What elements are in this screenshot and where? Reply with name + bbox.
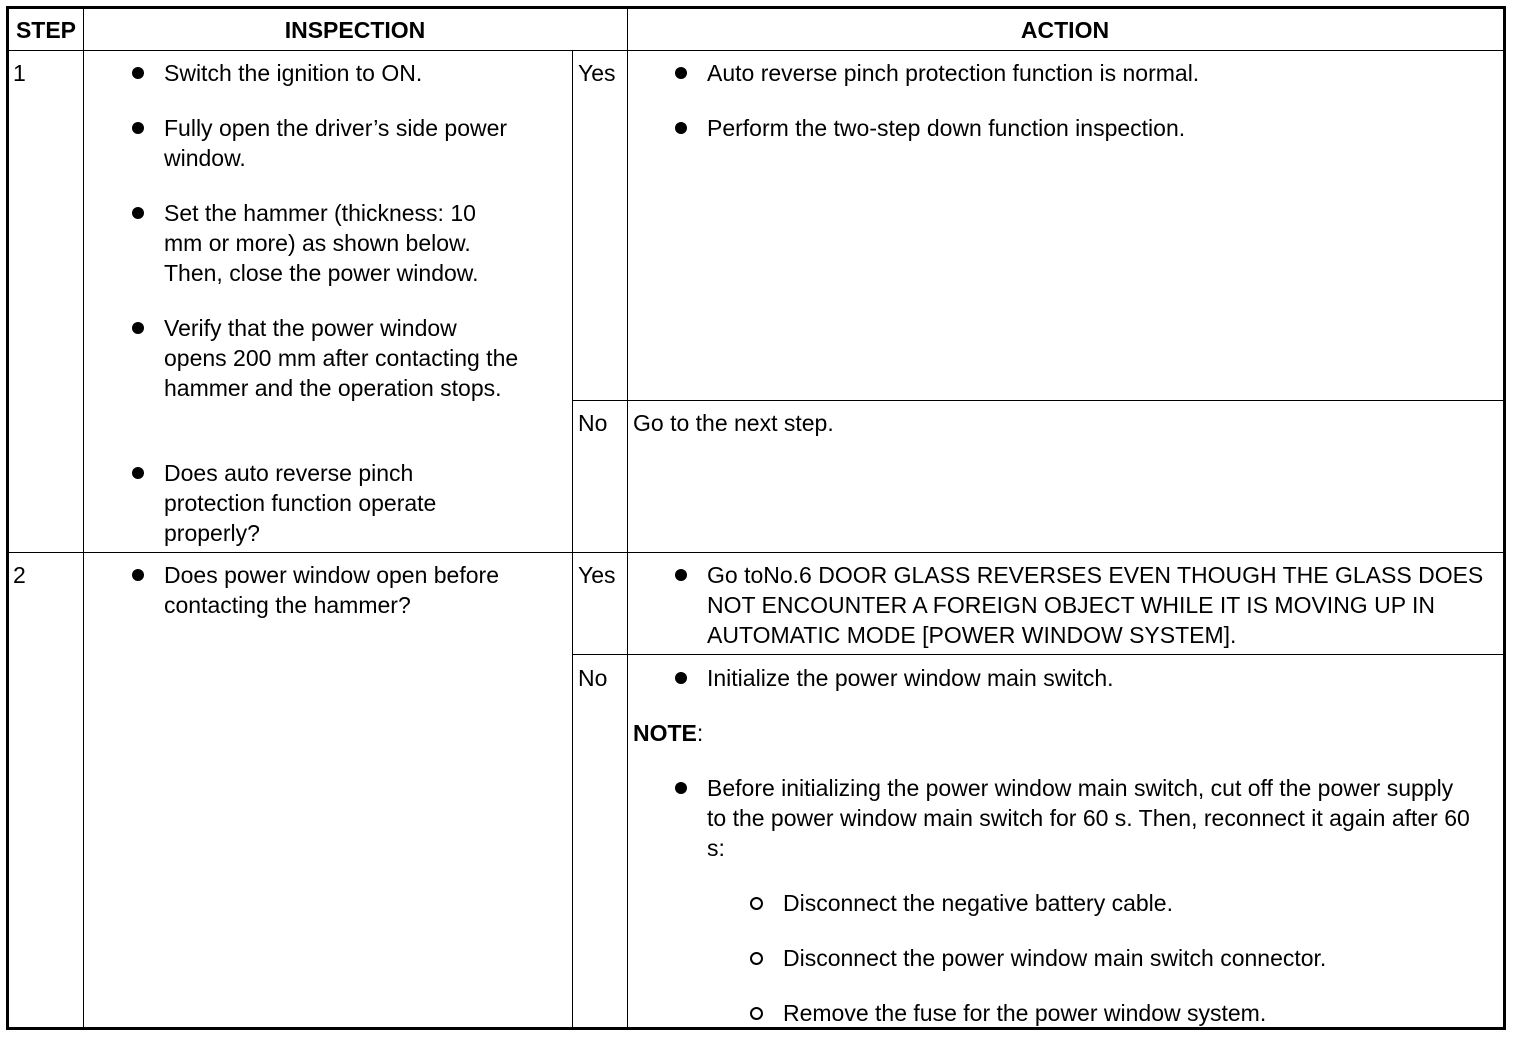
action-text: Go to the next step.: [633, 410, 834, 436]
header-step: STEP: [15, 17, 77, 43]
header-inspection: INSPECTION: [284, 17, 426, 43]
action-item: Go toNo.6 DOOR GLASS REVERSES EVEN THOUGH THE GLASS DOES NOT ENCOUNTER A FOREIGN OBJECT WHILE IT IS MOVING UP IN AUTOMATIC MODE [POWER WINDOW SYSTEM].: [707, 560, 1492, 650]
yes-label: Yes: [578, 60, 616, 86]
diagnostic-table: [6, 6, 1506, 1030]
inspection-item: Fully open the driver’s side power window.: [164, 113, 554, 173]
col-divider-step: [83, 9, 84, 1027]
no-label: No: [578, 410, 608, 436]
action-item: Initialize the power window main switch.: [707, 663, 1497, 693]
col-divider-action: [627, 9, 628, 1027]
step-number: 2: [13, 562, 26, 588]
action-item: Perform the two-step down function inspection.: [707, 113, 1497, 143]
header-action: ACTION: [1020, 17, 1110, 43]
note-colon: :: [696, 720, 704, 746]
note-subitem: Disconnect the negative battery cable.: [783, 888, 1483, 918]
step1-yes-no-divider: [572, 400, 1503, 401]
inspection-item: Switch the ignition to ON.: [164, 58, 554, 88]
step-divider: [9, 552, 1503, 553]
col-divider-yesno: [572, 51, 573, 1027]
step-number: 1: [13, 60, 26, 86]
action-item: Auto reverse pinch protection function is normal.: [707, 58, 1497, 88]
note-label: NOTE: [633, 720, 697, 746]
inspection-item: Set the hammer (thickness: 10 mm or more) as shown below. Then, close the power window.: [164, 198, 519, 288]
inspection-item: Does auto reverse pinch protection function operate properly?: [164, 458, 504, 548]
note-subitem: Disconnect the power window main switch connector.: [783, 943, 1483, 973]
yes-label: Yes: [578, 562, 616, 588]
no-label: No: [578, 665, 608, 691]
inspection-item: Does power window open before contacting the hammer?: [164, 560, 554, 620]
step2-yes-no-divider: [572, 654, 1503, 655]
note-text: Before initializing the power window main switch, cut off the power supply to the power window main switch for 60 s. Then, reconnect it again after 60 s:: [707, 773, 1472, 863]
inspection-item: Verify that the power window opens 200 mm after contacting the hammer and the operation stops.: [164, 315, 519, 401]
note-heading: [633, 718, 703, 748]
note-subitem: Remove the fuse for the power window system.: [783, 998, 1483, 1028]
